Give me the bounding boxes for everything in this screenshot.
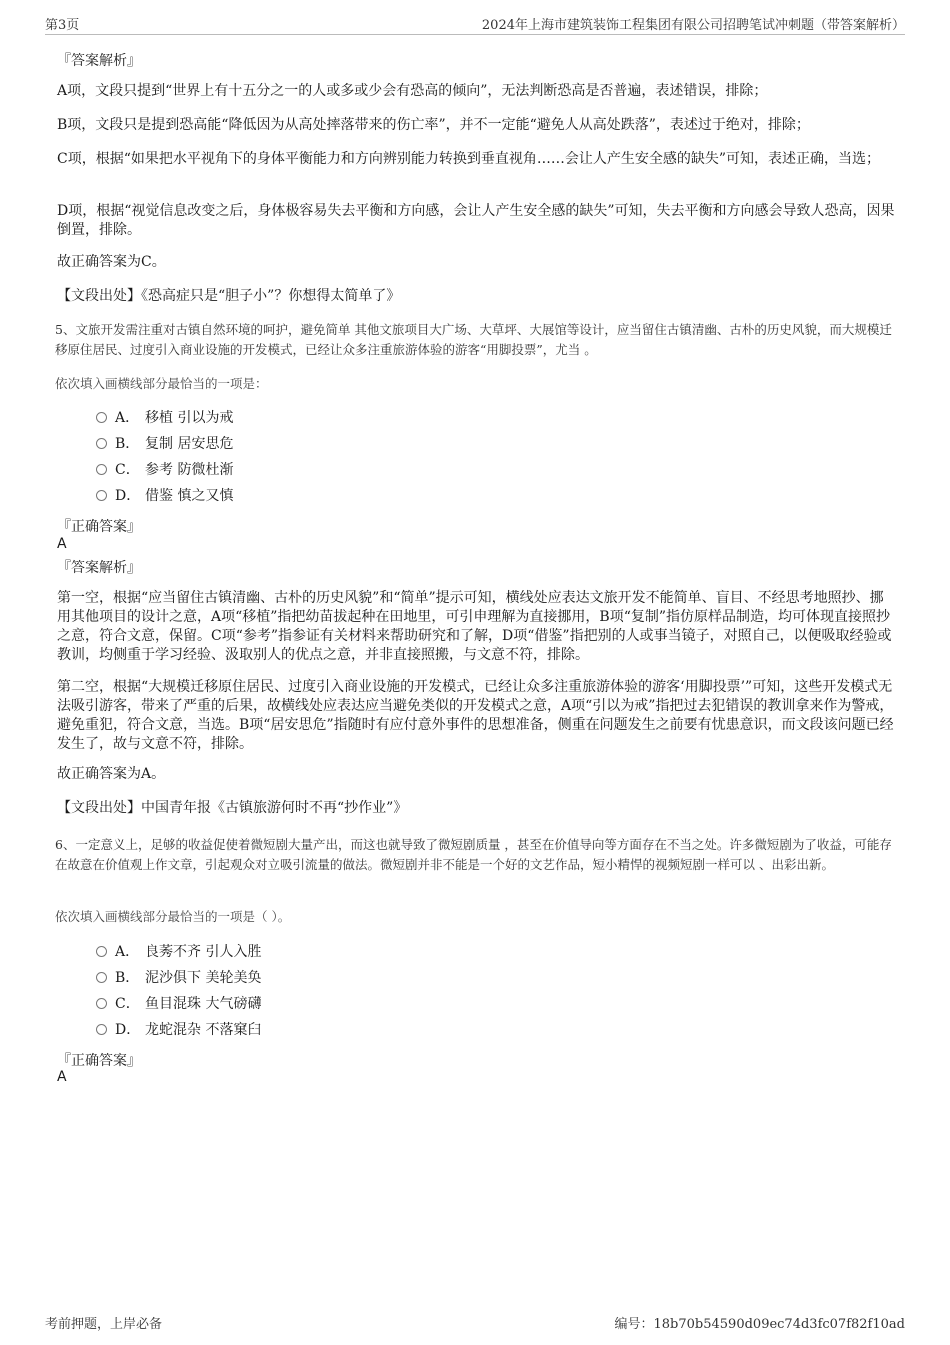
analysis-paragraph-2: 第二空，根据“大规模迁移原住居民、过度引入商业设施的开发模式，已经让众多注重旅游体验的游客‘用脚投票’”可知，这些开发模式无法吸引游客，带来了严重的后果，故横线处应表达应当避免类似的开发模式之意，A项“引以为戒”指把过去犯错误的教训拿来作为警戒，避免重犯，符合文意，当选。B项“居安思危”指随时有应付意外事件的思想准备，侧重在问题发生之前要有忧患意识，而文段该问题已经发生了，故与文意不符，排除。 — [57, 679, 894, 752]
radio-icon[interactable] — [96, 972, 107, 983]
question-5-stem: 5、文旅开发需注重对古镇自然环境的呵护，避免简单 其他文旅项目大广场、大草坪、大展馆等设计，应当留住古镇清幽、古朴的历史风貌，而大规模迁移原住居民、过度引入商业设施的开发模式，已经让众多注重旅游体验的游客“用脚投票”，尤当 。 — [55, 322, 892, 357]
radio-icon[interactable] — [96, 1024, 107, 1035]
page-footer — [45, 1313, 905, 1333]
question-5-option-d[interactable]: D． 借鉴 慎之又慎 — [96, 486, 233, 506]
conclusion: 故正确答案为C。 — [57, 254, 166, 270]
question-6-stem: 6、一定意义上，足够的收益促使着微短剧大量产出，而这也就导致了微短剧质量 ，甚至在价值导向等方面存在不当之处。许多微短剧为了收益，可能存在故意在价值观上作文章，引起观众对立吸引流量的做法。微短剧并非不能是一个好的文艺作品，短小精悍的视频短剧一样可以 、出彩出新。 — [55, 837, 892, 872]
radio-icon[interactable] — [96, 998, 107, 1009]
analysis-label: 『答案解析』 — [57, 560, 141, 576]
radio-icon[interactable] — [96, 464, 107, 475]
radio-icon[interactable] — [96, 946, 107, 957]
radio-icon[interactable] — [96, 438, 107, 449]
analysis-option-d: D项，根据“视觉信息改变之后，身体极容易失去平衡和方向感，会让人产生安全感的缺失”可知，失去平衡和方向感会导致人恐高，因果倒置，排除。 — [57, 203, 895, 238]
radio-icon[interactable] — [96, 412, 107, 423]
document-code: 编号：18b70b54590d09ec74d3fc07f82f10ad — [614, 1317, 905, 1332]
question-6-prompt: 依次填入画横线部分最恰当的一项是（ ）。 — [55, 909, 291, 924]
analysis-option-a: A项，文段只提到“世界上有十五分之一的人或多或少会有恐高的倾向”，无法判断恐高是否普遍，表述错误，排除； — [57, 83, 768, 99]
conclusion: 故正确答案为A。 — [57, 766, 166, 782]
footer-slogan: 考前押题，上岸必备 — [45, 1317, 163, 1332]
question-6-option-c[interactable]: C． 鱼目混珠 大气磅礴 — [96, 994, 261, 1014]
question-5-option-b[interactable]: B． 复制 居安思危 — [96, 434, 233, 454]
source-note: 【文段出处】《恐高症只是“胆子小”？你想得太简单了》 — [57, 288, 401, 304]
document-title: 2024年上海市建筑装饰工程集团有限公司招聘笔试冲刺题（带答案解析） — [481, 18, 905, 33]
correct-answer: A — [57, 536, 67, 552]
question-5-prompt: 依次填入画横线部分最恰当的一项是： — [55, 376, 268, 391]
question-5-option-a[interactable]: A． 移植 引以为戒 — [96, 408, 233, 428]
analysis-option-b: B项，文段只是提到恐高能“降低因为从高处摔落带来的伤亡率”，并不一定能“避免人从高处跌落”，表述过于绝对，排除； — [57, 117, 810, 133]
page-number: 第3页 — [45, 18, 80, 33]
question-6-option-d[interactable]: D． 龙蛇混杂 不落窠臼 — [96, 1020, 261, 1040]
question-6-option-b[interactable]: B． 泥沙俱下 美轮美奂 — [96, 968, 261, 988]
question-5-option-c[interactable]: C． 参考 防微杜渐 — [96, 460, 233, 480]
source-note: 【文段出处】中国青年报《古镇旅游何时不再“抄作业”》 — [57, 800, 408, 816]
page-header — [45, 14, 905, 35]
analysis-option-c: C项，根据“如果把水平视角下的身体平衡能力和方向辨别能力转换到垂直视角……会让人产生安全感的缺失”可知，表述正确，当选； — [57, 151, 881, 167]
radio-icon[interactable] — [96, 490, 107, 501]
question-6-option-a[interactable]: A． 良莠不齐 引人入胜 — [96, 942, 261, 962]
analysis-label: 『答案解析』 — [57, 53, 141, 69]
correct-answer: A — [57, 1069, 67, 1085]
correct-answer-label: 『正确答案』 — [57, 1053, 141, 1069]
correct-answer-label: 『正确答案』 — [57, 519, 141, 535]
analysis-paragraph-1: 第一空，根据“应当留住古镇清幽、古朴的历史风貌”和“简单”提示可知，横线处应表达文旅开发不能简单、盲目、不经思考地照抄、挪用其他项目的设计之意，A项“移植”指把幼苗拔起种在田地里，可引申理解为直接挪用，B项“复制”指仿原样品制造，均可体现直接照抄之意，符合文意，保留。C项“参考”指参证有关材料来帮助研究和了解，D项“借鉴”指把别的人或事当镜子，对照自己，以便吸取经验或教训，均侧重于学习经验、汲取别人的优点之意，并非直接照搬，与文意不符，排除。 — [57, 590, 892, 663]
